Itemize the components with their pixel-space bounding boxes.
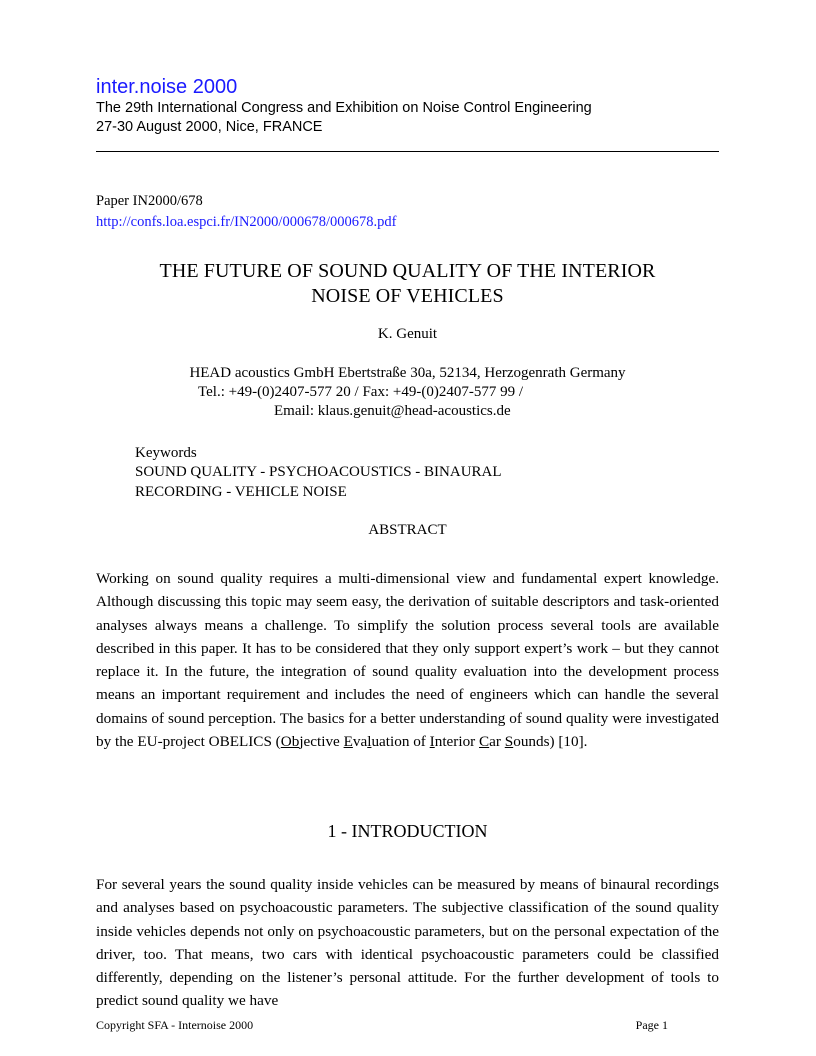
paper-title xyxy=(96,259,719,309)
abstract-citation: ) [10]. xyxy=(549,733,588,751)
acronym-e: E xyxy=(343,733,353,751)
conference-date-location: 27-30 August 2000, Nice, FRANCE xyxy=(96,119,323,135)
paper-title-line-1: THE FUTURE OF SOUND QUALITY OF THE INTERIOR xyxy=(159,260,656,282)
author: K. Genuit xyxy=(377,326,438,342)
section-heading-introduction: 1 - INTRODUCTION xyxy=(327,821,488,841)
acronym-rest: jective xyxy=(299,733,344,751)
acronym-rest: ar xyxy=(489,733,505,751)
footer-copyright: Copyright SFA - Internoise 2000 xyxy=(96,1018,254,1032)
keywords-line-1: SOUND QUALITY - PSYCHOACOUSTICS - BINAURAL xyxy=(135,464,502,480)
acronym-rest: ounds xyxy=(513,733,550,751)
acronym-rest: nterior xyxy=(434,733,480,751)
affiliation: HEAD acoustics GmbH Ebertstraße 30a, 52134, Herzogenrath Germany xyxy=(189,365,626,381)
introduction-body: For several years the sound quality inside vehicles can be measured by means of binaural recordings and analyses based on psychoacoustic parameters. The subjective classification of the sound quality inside vehicles depends not only on psychoacoustic parameters, but on the personal expectation of the driver, too. That means, two cars with identical psychoacoustic parameters could be classified differently, depending on the listener’s personal attitude. For the further development of tools to predict sound quality we have xyxy=(96,876,719,1010)
acronym-c: C xyxy=(479,733,490,751)
header-divider xyxy=(96,151,719,152)
paper-url-link[interactable]: http://confs.loa.espci.fr/IN2000/000678/000678.pdf xyxy=(96,214,397,230)
paper-title-line-2: NOISE OF VEHICLES xyxy=(311,285,504,307)
acronym-i: I xyxy=(429,733,435,751)
acronym-rest: va xyxy=(352,733,368,751)
abstract-body xyxy=(96,567,719,753)
paper-id: Paper IN2000/678 xyxy=(96,193,203,209)
keywords-line-2: RECORDING - VEHICLE NOISE xyxy=(135,484,347,500)
acronym-s: S xyxy=(504,733,514,751)
conference-name: inter.noise 2000 xyxy=(96,76,238,98)
page-footer xyxy=(96,1018,668,1033)
abstract-text: Working on sound quality requires a multi-dimensional view and fundamental expert knowledge. Although discussing this topic may seem easy, the derivation of suitable descriptors and task-oriented analyses always means a challenge. To simplify the solution process several tools are available described in this paper. It has to be considered that they only support expert’s work – but they cannot replace it. In the future, the integration of sound quality evaluation into the development process means an important requirement and includes the need of engineers which can handle the several domains of sound perception. The basics for a better understanding of sound quality were investigated by the EU-project OBELICS ( xyxy=(96,570,719,751)
abstract-heading: ABSTRACT xyxy=(368,522,447,538)
acronym-rest: uation of xyxy=(371,733,430,751)
acronym-l: l xyxy=(367,733,372,751)
contact-email: Email: klaus.genuit@head-acoustics.de xyxy=(274,403,511,419)
footer-page-number: Page 1 xyxy=(635,1018,668,1032)
keywords-label: Keywords xyxy=(135,445,197,461)
acronym-ob: Ob xyxy=(280,733,300,751)
contact-phone-fax: Tel.: +49-(0)2407-577 20 / Fax: +49-(0)2407-577 99 / xyxy=(198,384,523,400)
conference-subtitle: The 29th International Congress and Exhibition on Noise Control Engineering xyxy=(96,100,592,116)
